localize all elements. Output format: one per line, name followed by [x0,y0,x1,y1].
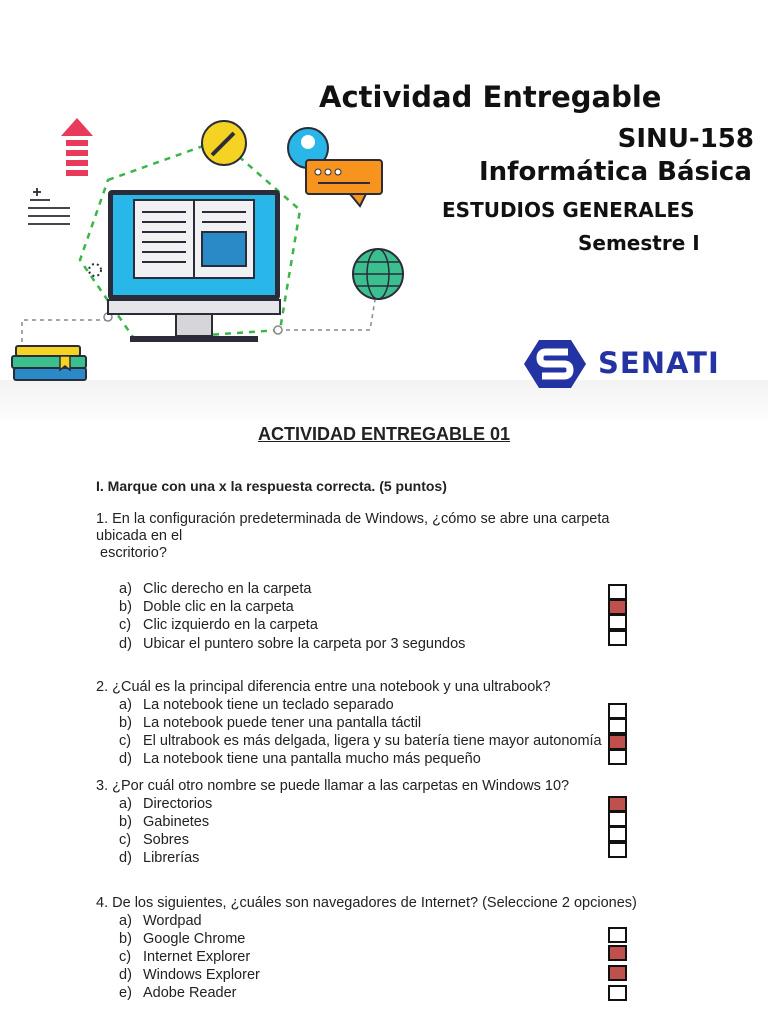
checkbox-q1-d[interactable] [608,630,627,646]
option-3a: a) Directorios [119,796,213,812]
option-1c: c) Clic izquierdo en la carpeta [119,617,318,633]
checkbox-q3-c[interactable] [608,826,627,842]
checkbox-q1-a[interactable] [608,584,627,600]
option-2b: b) La notebook puede tener una pantalla táctil [119,715,422,731]
computer-book-illustration-icon [0,110,420,390]
option-4e: e) Adobe Reader [119,985,237,1001]
semester-label: Semestre I [578,231,700,255]
checkbox-q4-b[interactable] [608,945,627,961]
checkbox-q3-d[interactable] [608,842,627,858]
question-4 [96,895,637,912]
option-3d: d) Librerías [119,850,200,866]
option-3c: c) Sobres [119,832,189,848]
question-3 [96,778,569,795]
checkbox-q2-c[interactable] [608,734,627,750]
question-number: 2. [96,679,109,695]
checkbox-q2-a[interactable] [608,703,627,719]
course-code: SINU-158 [617,124,754,154]
question-text: ¿Por cuál otro nombre se puede llamar a las carpetas en Windows 10? [112,778,570,794]
question-number: 1. [96,511,109,527]
brand-name: SENATI [598,346,720,380]
question-text: En la configuración predeterminada de Windows, ¿cómo se abre una carpeta ubicada en el [96,511,610,544]
checkbox-q3-a[interactable] [608,796,627,812]
question-text-cont: escritorio? [100,545,167,561]
option-4d: d) Windows Explorer [119,967,260,983]
section-instruction: I. Marque con una x la respuesta correcta. (5 puntos) [96,478,447,494]
checkbox-q1-b[interactable] [608,599,627,615]
option-2d: d) La notebook tiene una pantalla mucho más pequeño [119,751,481,767]
checkbox-q4-c[interactable] [608,965,627,981]
question-2 [96,679,551,696]
option-4c: c) Internet Explorer [119,949,251,965]
course-name: Informática Básica [479,157,752,187]
checkbox-q3-b[interactable] [608,811,627,827]
option-4b: b) Google Chrome [119,931,246,947]
option-1d: d) Ubicar el puntero sobre la carpeta por 3 segundos [119,636,466,652]
question-text: ¿Cuál es la principal diferencia entre una notebook y una ultrabook? [112,679,551,695]
question-number: 3. [96,778,109,794]
cover-banner [0,0,768,420]
cover-title: Actividad Entregable [319,80,662,114]
checkbox-q1-c[interactable] [608,614,627,630]
question-1 [96,511,656,562]
checkbox-q2-d[interactable] [608,749,627,765]
checkbox-q4-e[interactable] [608,985,627,1001]
option-2c: c) El ultrabook es más delgada, ligera y su batería tiene mayor autonomía [119,733,602,749]
question-text: De los siguientes, ¿cuáles son navegadores de Internet? (Seleccione 2 opciones) [112,895,637,911]
option-1a: a) Clic derecho en la carpeta [119,581,312,597]
option-1b: b) Doble clic en la carpeta [119,599,294,615]
senati-logo [524,340,764,392]
checkbox-q2-b[interactable] [608,718,627,734]
checkbox-q4-a[interactable] [608,927,627,943]
program-name: ESTUDIOS GENERALES [442,198,695,222]
option-4a: a) Wordpad [119,913,202,929]
question-number: 4. [96,895,109,911]
document-title: ACTIVIDAD ENTREGABLE 01 [257,424,511,444]
option-3b: b) Gabinetes [119,814,210,830]
option-2a: a) La notebook tiene un teclado separado [119,697,394,713]
senati-logo-icon [524,340,586,388]
